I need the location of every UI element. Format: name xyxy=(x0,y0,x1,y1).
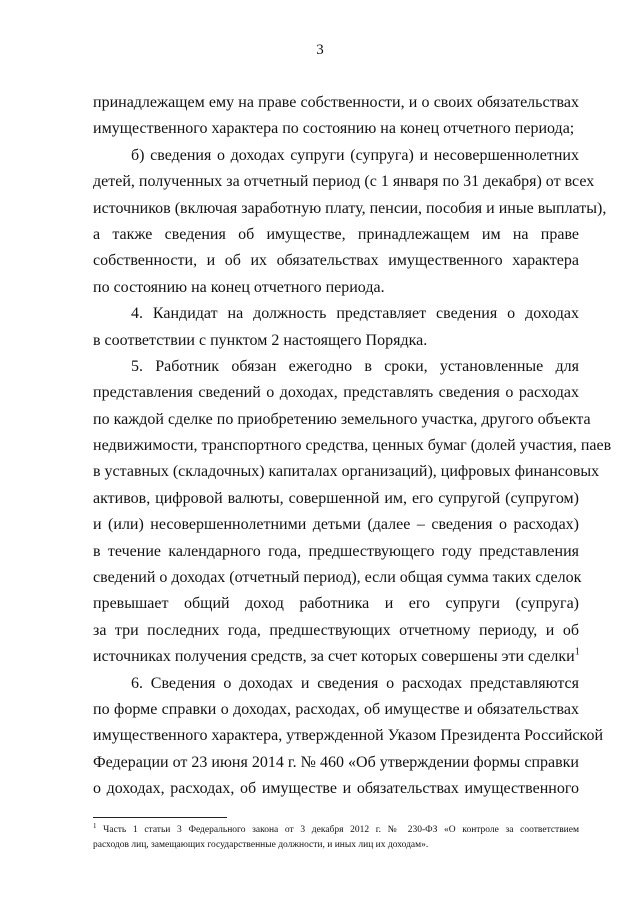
text-line: по форме справки о доходах, расходах, об имуществе и обязательствах xyxy=(93,700,579,718)
footnote-marker: 1 xyxy=(93,821,97,830)
text-line: о доходах, расходах, об имуществе и обязательствах имущественного xyxy=(93,780,579,798)
text-line: собственности, и об их обязательствах имущественного характера xyxy=(93,252,579,270)
paragraph-6-start: 6. Сведения о доходах и сведения о расходах представляются xyxy=(131,674,579,692)
footnote-line xyxy=(93,823,579,838)
paragraph-4-start: 4. Кандидат на должность представляет сведения о доходах xyxy=(131,305,579,323)
text-line: в течение календарного года, предшествующего году представления xyxy=(93,542,579,560)
footnote-text: Часть 1 статьи 3 Федерального закона от 3 декабря 2012 г. № 230-ФЗ «О контроле за соответствием xyxy=(103,825,579,835)
paragraph-b-start: б) сведения о доходах супруги (супруга) и несовершеннолетних xyxy=(131,146,579,164)
text-line: источников (включая заработную плату, пенсии, пособия и иные выплаты), xyxy=(93,199,607,217)
document-body xyxy=(93,90,612,803)
text-line: недвижимости, транспортного средства, ценных бумаг (долей участия, паев xyxy=(93,437,612,455)
text-line: в соответствии с пунктом 2 настоящего Порядка. xyxy=(93,331,428,349)
text-line-with-footnote xyxy=(93,644,579,670)
text-line: имущественного характера по состоянию на конец отчетного периода; xyxy=(93,120,575,138)
text-line: и (или) несовершеннолетними детьми (далее – сведения о расходах) xyxy=(93,516,579,534)
text-line: за три последних года, предшествующих отчетному периоду, и об xyxy=(93,621,579,639)
page-number: 3 xyxy=(316,42,324,58)
text-line: принадлежащем ему на праве собственности, и о своих обязательствах xyxy=(93,94,579,111)
text-line: в уставных (складочных) капиталах организаций), цифровых финансовых xyxy=(93,463,600,481)
text-line: по каждой сделке по приобретению земельного участка, другого объекта xyxy=(93,410,591,428)
footnote-reference[interactable]: 1 xyxy=(574,646,580,658)
text-line: Федерации от 23 июня 2014 г. № 460 «Об утверждении формы справки xyxy=(93,753,579,771)
footnote-divider xyxy=(93,817,227,818)
text-line: источниках получения средств, за счет которых совершены эти сделки xyxy=(93,648,575,666)
footnote-line: расходов лиц, замещающих государственные должности, и иных лиц их доходам». xyxy=(93,840,429,850)
text-line: превышает общий доход работника и его супруги (супруга) xyxy=(93,595,579,613)
text-line: представления сведений о доходах, представлять сведения о расходах xyxy=(93,384,579,402)
text-line: имущественного характера, утвержденной Указом Президента Российской xyxy=(93,727,604,745)
text-line: детей, полученных за отчетный период (с 1 января по 31 декабря) от всех xyxy=(93,173,595,191)
text-line: по состоянию на конец отчетного периода. xyxy=(93,278,385,296)
footnote xyxy=(93,823,579,853)
text-line: сведений о доходах (отчетный период), если общая сумма таких сделок xyxy=(93,569,582,587)
text-line: а также сведения об имуществе, принадлежащем им на праве xyxy=(93,225,579,243)
paragraph-5-start: 5. Работник обязан ежегодно в сроки, установленные для xyxy=(131,357,579,375)
text-line: активов, цифровой валюты, совершенной им, его супругой (супругом) xyxy=(93,489,579,507)
